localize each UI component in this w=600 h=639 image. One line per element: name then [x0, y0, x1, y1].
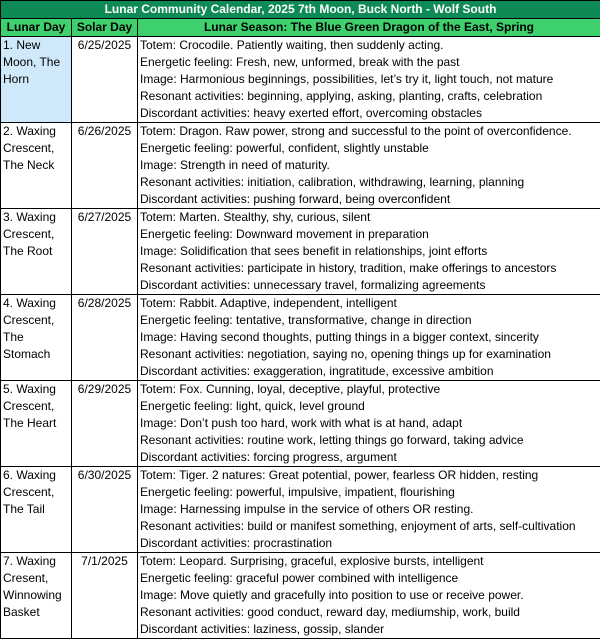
table-row [1, 295, 600, 381]
discordant-activities-line: Discordant activities: pushing forward, being overconfident [140, 192, 451, 206]
resonant-activities-line: Resonant activities: build or manifest something, enjoyment of arts, self-cultivation [140, 519, 576, 533]
header-solar-day: Solar Day [72, 19, 138, 37]
resonant-activities-line: Resonant activities: beginning, applying, asking, planting, crafts, celebration [140, 89, 543, 103]
table-row [1, 381, 600, 467]
description-cell [138, 381, 600, 467]
totem-line: Totem: Leopard. Surprising, graceful, explosive bursts, intelligent [140, 554, 484, 568]
image-line: Image: Having second thoughts, putting things in a bigger context, sincerity [140, 330, 539, 344]
description-cell [138, 295, 600, 381]
totem-line: Totem: Crocodile. Patiently waiting, then suddenly acting. [140, 38, 444, 52]
calendar-title: Lunar Community Calendar, 2025 7th Moon, Buck North - Wolf South [1, 1, 600, 19]
description-cell [138, 37, 600, 123]
totem-line: Totem: Fox. Cunning, loyal, deceptive, playful, protective [140, 382, 441, 396]
resonant-activities-line: Resonant activities: negotiation, saying no, opening things up for examination [140, 347, 551, 361]
description-cell [138, 209, 600, 295]
discordant-activities-line: Discordant activities: heavy exerted effort, overcoming obstacles [140, 106, 482, 120]
image-line: Image: Don’t push too hard, work with what is at hand, adapt [140, 416, 463, 430]
table-row [1, 553, 600, 639]
discordant-activities-line: Discordant activities: laziness, gossip, slander [140, 622, 385, 636]
solar-day-cell: 6/27/2025 [72, 209, 138, 295]
resonant-activities-line: Resonant activities: good conduct, reward day, mediumship, work, build [140, 605, 520, 619]
resonant-activities-line: Resonant activities: routine work, letting things go forward, taking advice [140, 433, 524, 447]
table-row [1, 467, 600, 553]
table-row [1, 209, 600, 295]
solar-day-cell: 6/30/2025 [72, 467, 138, 553]
discordant-activities-line: Discordant activities: procrastination [140, 536, 333, 550]
lunar-day-cell: 2. Waxing Crescent, The Neck [1, 123, 72, 209]
description-cell [138, 123, 600, 209]
energetic-feeling-line: Energetic feeling: tentative, transformative, change in direction [140, 313, 472, 327]
resonant-activities-line: Resonant activities: initiation, calibration, withdrawing, learning, planning [140, 175, 525, 189]
energetic-feeling-line: Energetic feeling: Downward movement in preparation [140, 227, 429, 241]
energetic-feeling-line: Energetic feeling: Fresh, new, unformed, break with the past [140, 55, 460, 69]
discordant-activities-line: Discordant activities: forcing progress, argument [140, 450, 397, 464]
solar-day-cell: 6/25/2025 [72, 37, 138, 123]
totem-line: Totem: Marten. Stealthy, shy, curious, silent [140, 210, 371, 224]
discordant-activities-line: Discordant activities: unnecessary travel, formalizing agreements [140, 278, 486, 292]
energetic-feeling-line: Energetic feeling: light, quick, level ground [140, 399, 365, 413]
table-row [1, 37, 600, 123]
discordant-activities-line: Discordant activities: exaggeration, ingratitude, excessive ambition [140, 364, 494, 378]
energetic-feeling-line: Energetic feeling: powerful, confident, slightly unstable [140, 141, 429, 155]
lunar-day-cell: 4. Waxing Crescent, The Stomach [1, 295, 72, 381]
solar-day-cell: 6/29/2025 [72, 381, 138, 467]
lunar-day-cell: 6. Waxing Crescent, The Tail [1, 467, 72, 553]
lunar-day-cell: 5. Waxing Crescent, The Heart [1, 381, 72, 467]
solar-day-cell: 6/26/2025 [72, 123, 138, 209]
description-cell [138, 553, 600, 639]
lunar-day-cell: 3. Waxing Crescent, The Root [1, 209, 72, 295]
energetic-feeling-line: Energetic feeling: graceful power combined with intelligence [140, 571, 459, 585]
image-line: Image: Solidification that sees benefit in relationships, joint efforts [140, 244, 488, 258]
header-lunar-day: Lunar Day [1, 19, 72, 37]
header-lunar-season: Lunar Season: The Blue Green Dragon of the East, Spring [138, 19, 600, 37]
table-row [1, 123, 600, 209]
resonant-activities-line: Resonant activities: participate in history, tradition, make offerings to ancestors [140, 261, 557, 275]
image-line: Image: Strength in need of maturity. [140, 158, 330, 172]
solar-day-cell: 6/28/2025 [72, 295, 138, 381]
image-line: Image: Move quietly and gracefully into position to use or receive power. [140, 588, 524, 602]
totem-line: Totem: Rabbit. Adaptive, independent, intelligent [140, 296, 397, 310]
solar-day-cell: 7/1/2025 [72, 553, 138, 639]
lunar-day-cell[interactable]: 1. New Moon, The Horn [1, 37, 72, 123]
lunar-day-cell: 7. Waxing Cresent, Winnowing Basket [1, 553, 72, 639]
totem-line: Totem: Tiger. 2 natures: Great potential, power, fearless OR hidden, resting [140, 468, 539, 482]
image-line: Image: Harnessing impulse in the service of others OR resting. [140, 502, 474, 516]
image-line: Image: Harmonious beginnings, possibilities, let’s try it, light touch, not mature [140, 72, 554, 86]
description-cell [138, 467, 600, 553]
energetic-feeling-line: Energetic feeling: powerful, impulsive, impatient, flourishing [140, 485, 455, 499]
totem-line: Totem: Dragon. Raw power, strong and successful to the point of overconfidence. [140, 124, 572, 138]
